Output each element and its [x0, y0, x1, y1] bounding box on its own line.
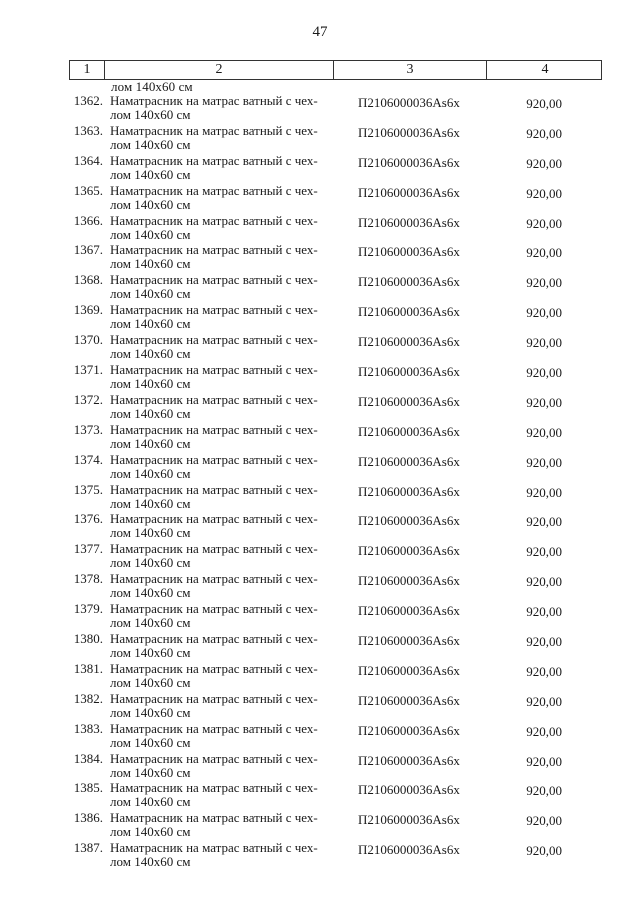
item-price: 920,00 [526, 125, 562, 141]
item-price: 920,00 [526, 514, 562, 530]
item-name [106, 811, 352, 841]
header-col-2: 2 [105, 61, 334, 79]
item-code: П2106000036Аs6х [358, 782, 460, 798]
item-name [106, 781, 352, 811]
item-name [106, 333, 352, 363]
item-code: П2106000036Аs6х [358, 603, 460, 619]
item-name-line-2: лом 140х60 см [110, 495, 191, 511]
row-number: 1364. [73, 152, 103, 168]
item-name [106, 602, 352, 632]
row-number: 1376. [73, 511, 103, 527]
row-number: 1382. [73, 690, 103, 706]
item-price: 920,00 [526, 424, 562, 440]
row-number: 1365. [73, 182, 103, 198]
item-price: 920,00 [526, 454, 562, 470]
item-code: П2106000036Аs6х [358, 842, 460, 858]
table-row [69, 662, 602, 692]
item-name-line-2: лом 140х60 см [110, 166, 191, 182]
item-name [106, 124, 352, 154]
item-code: П2106000036Аs6х [358, 752, 460, 768]
row-number: 1370. [73, 332, 103, 348]
item-name-line-1: Наматрасник на матрас ватный с чех- [110, 720, 318, 736]
item-name-line-2: лом 140х60 см [110, 585, 191, 601]
item-name-line-2: лом 140х60 см [110, 465, 191, 481]
item-code: П2106000036Аs6х [358, 633, 460, 649]
table-row [69, 214, 602, 244]
item-code: П2106000036Аs6х [358, 214, 460, 230]
item-code: П2106000036Аs6х [358, 274, 460, 290]
item-price: 920,00 [526, 305, 562, 321]
table-row [69, 841, 602, 871]
item-name-line-2: лом 140х60 см [110, 136, 191, 152]
item-price: 920,00 [526, 335, 562, 351]
item-name-line-1: Наматрасник на матрас ватный с чех- [110, 332, 318, 348]
item-name [106, 393, 352, 423]
item-name-line-1: Наматрасник на матрас ватный с чех- [110, 750, 318, 766]
table-row [69, 423, 602, 453]
row-number: 1383. [73, 720, 103, 736]
table-row [69, 722, 602, 752]
table-row [69, 124, 602, 154]
row-number: 1371. [73, 362, 103, 378]
item-price: 920,00 [526, 365, 562, 381]
item-name-line-2: лом 140х60 см [110, 764, 191, 780]
row-number: 1367. [73, 242, 103, 258]
table-body [69, 94, 602, 871]
item-name-line-1: Наматрасник на матрас ватный с чех- [110, 362, 318, 378]
item-name-line-2: лом 140х60 см [110, 346, 191, 362]
item-name [106, 453, 352, 483]
item-code: П2106000036Аs6х [358, 483, 460, 499]
item-name-line-1: Наматрасник на матрас ватный с чех- [110, 840, 318, 856]
item-name [106, 363, 352, 393]
table-row [69, 483, 602, 513]
item-name [106, 722, 352, 752]
item-price: 920,00 [526, 753, 562, 769]
item-name-line-2: лом 140х60 см [110, 107, 191, 122]
row-number: 1385. [73, 780, 103, 796]
table-row [69, 303, 602, 333]
table-row [69, 94, 602, 124]
item-price: 920,00 [526, 723, 562, 739]
item-name-line-1: Наматрасник на матрас ватный с чех- [110, 93, 318, 108]
item-code: П2106000036Аs6х [358, 304, 460, 320]
item-name [106, 542, 352, 572]
item-name-line-1: Наматрасник на матрас ватный с чех- [110, 122, 318, 138]
page-number: 47 [312, 24, 328, 40]
row-number: 1387. [73, 840, 103, 856]
table-row [69, 632, 602, 662]
item-price: 920,00 [526, 185, 562, 201]
item-name [106, 512, 352, 542]
item-name-line-1: Наматрасник на матрас ватный с чех- [110, 152, 318, 168]
item-price: 920,00 [526, 663, 562, 679]
header-col-4: 4 [541, 62, 549, 77]
item-code: П2106000036Аs6х [358, 692, 460, 708]
row-number: 1363. [73, 122, 103, 138]
item-name-line-1: Наматрасник на матрас ватный с чех- [110, 302, 318, 318]
table-row [69, 811, 602, 841]
item-code: П2106000036Аs6х [358, 244, 460, 260]
item-name-line-2: лом 140х60 см [110, 196, 191, 212]
item-name-line-1: Наматрасник на матрас ватный с чех- [110, 810, 318, 826]
item-price: 920,00 [526, 245, 562, 261]
row-number: 1380. [73, 631, 103, 647]
item-price: 920,00 [526, 215, 562, 231]
item-name-line-1: Наматрасник на матрас ватный с чех- [110, 272, 318, 288]
item-name [106, 692, 352, 722]
table-row [69, 243, 602, 273]
item-name-line-1: Наматрасник на матрас ватный с чех- [110, 571, 318, 587]
item-name [106, 184, 352, 214]
item-price: 920,00 [526, 843, 562, 859]
item-name-line-2: лом 140х60 см [110, 794, 191, 810]
item-name-line-1: Наматрасник на матрас ватный с чех- [110, 481, 318, 497]
item-name-line-1: Наматрасник на матрас ватный с чех- [110, 541, 318, 557]
table-row [69, 184, 602, 214]
item-name-line-2: лом 140х60 см [110, 376, 191, 392]
item-price: 920,00 [526, 634, 562, 650]
item-name [106, 243, 352, 273]
row-number: 1366. [73, 212, 103, 228]
item-name-line-1: Наматрасник на матрас ватный с чех- [110, 212, 318, 228]
item-name-line-2: лом 140х60 см [110, 525, 191, 541]
item-name [106, 273, 352, 303]
item-code: П2106000036Аs6х [358, 662, 460, 678]
item-name [106, 423, 352, 453]
item-price: 920,00 [526, 275, 562, 291]
item-name-line-1: Наматрасник на матрас ватный с чех- [110, 182, 318, 198]
item-name-line-1: Наматрасник на матрас ватный с чех- [110, 511, 318, 527]
item-name-line-2: лом 140х60 см [110, 615, 191, 631]
item-name-line-2: лом 140х60 см [110, 435, 191, 451]
item-name-line-2: лом 140х60 см [110, 854, 191, 870]
row-number: 1368. [73, 272, 103, 288]
item-code: П2106000036Аs6х [358, 573, 460, 589]
continued-text: лом 140х60 см [111, 79, 193, 94]
item-code: П2106000036Аs6х [358, 722, 460, 738]
table-row [69, 512, 602, 542]
item-name-line-2: лом 140х60 см [110, 824, 191, 840]
item-name [106, 572, 352, 602]
item-price: 920,00 [526, 693, 562, 709]
item-code: П2106000036Аs6х [358, 543, 460, 559]
item-price: 920,00 [526, 783, 562, 799]
item-name-line-2: лом 140х60 см [110, 645, 191, 661]
item-name [106, 303, 352, 333]
table-row [69, 333, 602, 363]
item-name [106, 662, 352, 692]
item-code: П2106000036Аs6х [358, 364, 460, 380]
item-price: 920,00 [526, 604, 562, 620]
table-row [69, 393, 602, 423]
item-price: 920,00 [526, 96, 562, 111]
item-name-line-1: Наматрасник на матрас ватный с чех- [110, 421, 318, 437]
row-number: 1384. [73, 750, 103, 766]
item-name-line-1: Наматрасник на матрас ватный с чех- [110, 601, 318, 617]
row-number: 1374. [73, 451, 103, 467]
item-name-line-1: Наматрасник на матрас ватный с чех- [110, 660, 318, 676]
item-price: 920,00 [526, 394, 562, 410]
item-code: П2106000036Аs6х [358, 124, 460, 140]
item-name [106, 632, 352, 662]
item-price: 920,00 [526, 544, 562, 560]
header-col-3: 3 [334, 61, 487, 79]
row-number: 1386. [73, 810, 103, 826]
table-row [69, 273, 602, 303]
item-name [106, 752, 352, 782]
item-name-line-1: Наматрасник на матрас ватный с чех- [110, 780, 318, 796]
table-row [69, 602, 602, 632]
row-number: 1377. [73, 541, 103, 557]
row-number: 1379. [73, 601, 103, 617]
table-row [69, 363, 602, 393]
item-name [106, 214, 352, 244]
item-code: П2106000036Аs6х [358, 154, 460, 170]
item-code: П2106000036Аs6х [358, 334, 460, 350]
item-name-line-2: лом 140х60 см [110, 286, 191, 302]
item-price: 920,00 [526, 574, 562, 590]
table-row [69, 154, 602, 184]
item-name-line-1: Наматрасник на матрас ватный с чех- [110, 631, 318, 647]
item-code: П2106000036Аs6х [358, 393, 460, 409]
item-code: П2106000036Аs6х [358, 423, 460, 439]
item-name-line-1: Наматрасник на матрас ватный с чех- [110, 391, 318, 407]
row-number: 1375. [73, 481, 103, 497]
item-name-line-2: лом 140х60 см [110, 704, 191, 720]
row-number: 1378. [73, 571, 103, 587]
header-col-1: 1 [70, 61, 105, 79]
item-name [106, 483, 352, 513]
item-name-line-1: Наматрасник на матрас ватный с чех- [110, 242, 318, 258]
item-name [106, 841, 352, 871]
row-number: 1381. [73, 660, 103, 676]
table-row [69, 453, 602, 483]
item-code: П2106000036Аs6х [358, 453, 460, 469]
item-name-line-2: лом 140х60 см [110, 405, 191, 421]
table-row [69, 752, 602, 782]
row-number: 1372. [73, 391, 103, 407]
table-row [69, 781, 602, 811]
item-price: 920,00 [526, 155, 562, 171]
row-number: 1362. [73, 93, 103, 108]
item-name-line-2: лом 140х60 см [110, 226, 191, 242]
item-name-line-2: лом 140х60 см [110, 674, 191, 690]
row-number: 1373. [73, 421, 103, 437]
item-code: П2106000036Аs6х [358, 812, 460, 828]
item-code: П2106000036Аs6х [358, 513, 460, 529]
table-row [69, 572, 602, 602]
table-row [69, 692, 602, 722]
item-name-line-2: лом 140х60 см [110, 555, 191, 571]
item-name-line-1: Наматрасник на матрас ватный с чех- [110, 690, 318, 706]
item-price: 920,00 [526, 484, 562, 500]
item-name-line-2: лом 140х60 см [110, 734, 191, 750]
item-name-line-2: лом 140х60 см [110, 316, 191, 332]
table-header [69, 60, 602, 80]
item-price: 920,00 [526, 813, 562, 829]
item-name [106, 154, 352, 184]
table-row [69, 542, 602, 572]
item-code: П2106000036Аs6х [358, 95, 460, 110]
items-table [69, 60, 602, 871]
item-name-line-2: лом 140х60 см [110, 256, 191, 272]
item-name-line-1: Наматрасник на матрас ватный с чех- [110, 451, 318, 467]
item-code: П2106000036Аs6х [358, 184, 460, 200]
item-name [106, 94, 352, 124]
row-number: 1369. [73, 302, 103, 318]
